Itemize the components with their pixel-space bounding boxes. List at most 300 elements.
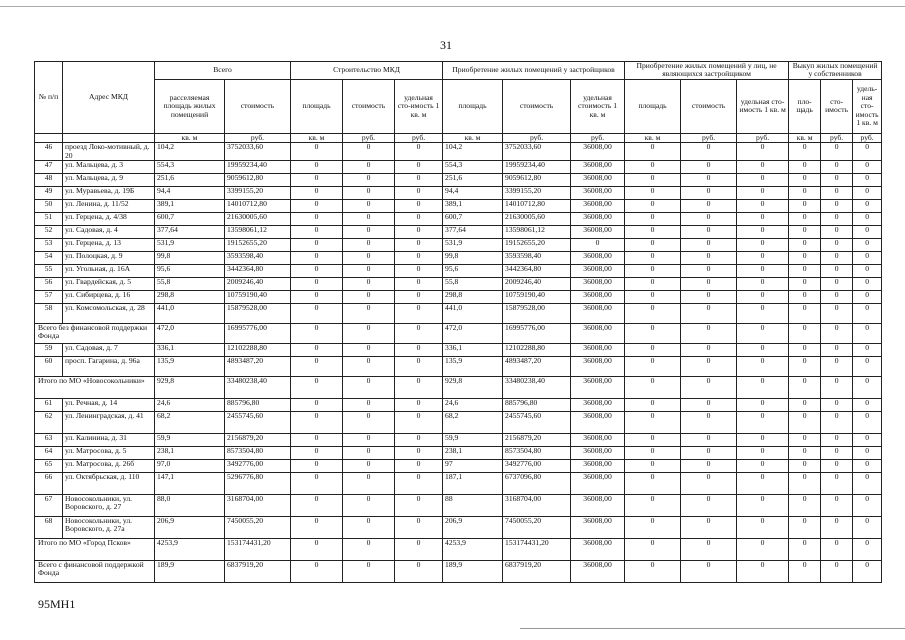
value-cell-b-cost: 0 [821,252,853,265]
value-cell-cost: 33480238,40 [225,377,291,399]
value-cell-o-unit: 0 [737,357,789,377]
value-cell-cost: 3492776,00 [225,460,291,473]
address-cell: ул. Гвардейская, д. 5 [63,278,155,291]
value-cell-area: 189,9 [155,561,225,583]
value-cell-c-cost: 0 [343,399,395,412]
row-number: 62 [35,412,63,434]
value-cell-b-area: 0 [789,161,821,174]
row-number: 49 [35,187,63,200]
value-cell-c-unit: 0 [395,344,443,357]
value-cell-b-area: 0 [789,377,821,399]
table-row [35,187,882,200]
summary-row [35,377,882,399]
value-cell-c-unit: 0 [395,447,443,460]
row-number: 51 [35,213,63,226]
col-construction-header: Строительство МКД [291,62,443,80]
row-number: 68 [35,517,63,539]
value-cell-b-unit: 0 [853,399,882,412]
value-cell-c-cost: 0 [343,161,395,174]
value-cell-d-area: 99,8 [443,252,503,265]
value-cell-b-unit: 0 [853,539,882,561]
value-cell-o-unit: 0 [737,324,789,344]
value-cell-b-area: 0 [789,357,821,377]
table-row [35,473,882,495]
value-cell-b-cost: 0 [821,473,853,495]
value-cell-o-area: 0 [625,324,681,344]
summary-label: Итого по МО «Город Псков» [35,539,155,561]
value-cell-o-unit: 0 [737,265,789,278]
value-cell-cost: 2455745,60 [225,412,291,434]
value-cell-b-cost: 0 [821,161,853,174]
value-cell-c-area: 0 [291,399,343,412]
value-cell-d-unit: 36008,00 [571,161,625,174]
value-cell-c-unit: 0 [395,561,443,583]
value-cell-c-unit: 0 [395,291,443,304]
value-cell-cost: 10759190,40 [225,291,291,304]
value-cell-o-cost: 0 [681,213,737,226]
value-cell-o-cost: 0 [681,278,737,291]
value-cell-b-area: 0 [789,252,821,265]
value-cell-area: 600,7 [155,213,225,226]
value-cell-cost: 3399155,20 [225,187,291,200]
value-cell-o-cost: 0 [681,187,737,200]
value-cell-cost: 153174431,20 [225,539,291,561]
value-cell-o-unit: 0 [737,278,789,291]
value-cell-d-cost: 14010712,80 [503,200,571,213]
value-cell-d-cost: 15879528,00 [503,304,571,324]
value-cell-cost: 3168704,00 [225,495,291,517]
value-cell-b-cost: 0 [821,324,853,344]
value-cell-b-unit: 0 [853,239,882,252]
value-cell-b-unit: 0 [853,200,882,213]
value-cell-o-unit: 0 [737,161,789,174]
value-cell-d-area: 68,2 [443,412,503,434]
address-cell: ул. Мальцева, д. 3 [63,161,155,174]
value-cell-b-area: 0 [789,473,821,495]
value-cell-c-area: 0 [291,239,343,252]
value-cell-b-area: 0 [789,434,821,447]
value-cell-d-unit: 36008,00 [571,304,625,324]
unit-cell: руб. [343,133,395,142]
address-cell: ул. Ленина, д. 11/52 [63,200,155,213]
value-cell-c-unit: 0 [395,226,443,239]
value-cell-o-cost: 0 [681,174,737,187]
address-cell: ул. Калинина, д. 31 [63,434,155,447]
value-cell-o-cost: 0 [681,344,737,357]
value-cell-o-cost: 0 [681,434,737,447]
value-cell-o-unit: 0 [737,291,789,304]
value-cell-cost: 12102288,80 [225,344,291,357]
value-cell-c-area: 0 [291,495,343,517]
value-cell-d-cost: 4893487,20 [503,357,571,377]
value-cell-d-cost: 2455745,60 [503,412,571,434]
address-cell: просп. Гагарина, д. 96а [63,357,155,377]
table-row [35,434,882,447]
value-cell-d-area: 24,6 [443,399,503,412]
value-cell-b-unit: 0 [853,187,882,200]
value-cell-b-cost: 0 [821,561,853,583]
value-cell-o-cost: 0 [681,252,737,265]
value-cell-o-area: 0 [625,161,681,174]
value-cell-d-unit: 36008,00 [571,412,625,434]
value-cell-b-cost: 0 [821,460,853,473]
unit-cell: кв. м [625,133,681,142]
value-cell-d-unit: 36008,00 [571,460,625,473]
value-cell-area: 389,1 [155,200,225,213]
value-cell-d-unit: 36008,00 [571,399,625,412]
value-cell-area: 97,0 [155,460,225,473]
value-cell-o-unit: 0 [737,539,789,561]
value-cell-d-area: 929,8 [443,377,503,399]
value-cell-o-cost: 0 [681,539,737,561]
col-purchase-other-header: Приобретение жилых помещений у лиц, не являющихся застройщиком [625,62,789,80]
address-cell: ул. Угольная, д. 16А [63,265,155,278]
value-cell-o-unit: 0 [737,434,789,447]
value-cell-c-cost: 0 [343,187,395,200]
row-number: 57 [35,291,63,304]
value-cell-area: 554,3 [155,161,225,174]
value-cell-b-area: 0 [789,291,821,304]
value-cell-d-area: 377,64 [443,226,503,239]
table-body [35,143,882,583]
page-number: 31 [440,38,452,52]
sub-unit-cost: удельная стоимость 1 кв. м [571,79,625,133]
summary-row [35,539,882,561]
value-cell-cost: 13598061,12 [225,226,291,239]
sub-cost: стоимость [225,79,291,133]
value-cell-c-area: 0 [291,473,343,495]
value-cell-c-cost: 0 [343,447,395,460]
value-cell-o-unit: 0 [737,252,789,265]
sub-unit-cost: удель-ная сто-имость 1 кв. м [853,79,882,133]
value-cell-d-area: 97 [443,460,503,473]
table-row [35,495,882,517]
value-cell-c-cost: 0 [343,278,395,291]
value-cell-d-area: 135,9 [443,357,503,377]
value-cell-d-area: 187,1 [443,473,503,495]
value-cell-d-cost: 10759190,40 [503,291,571,304]
value-cell-c-cost: 0 [343,517,395,539]
value-cell-c-unit: 0 [395,495,443,517]
value-cell-b-area: 0 [789,304,821,324]
value-cell-b-cost: 0 [821,291,853,304]
address-cell: Новосокольники, ул. Воровского, д. 27а [63,517,155,539]
value-cell-b-cost: 0 [821,200,853,213]
value-cell-area: 147,1 [155,473,225,495]
housing-table [34,61,882,583]
value-cell-o-area: 0 [625,265,681,278]
value-cell-d-unit: 36008,00 [571,213,625,226]
value-cell-b-area: 0 [789,344,821,357]
value-cell-d-area: 298,8 [443,291,503,304]
value-cell-c-area: 0 [291,200,343,213]
value-cell-b-area: 0 [789,278,821,291]
value-cell-d-area: 472,0 [443,324,503,344]
value-cell-cost: 9059612,80 [225,174,291,187]
value-cell-area: 135,9 [155,357,225,377]
header-row-1 [35,62,882,80]
value-cell-area: 929,8 [155,377,225,399]
footer-code: 95МН1 [38,597,76,611]
value-cell-c-unit: 0 [395,473,443,495]
value-cell-area: 99,8 [155,252,225,265]
value-cell-c-unit: 0 [395,399,443,412]
value-cell-d-unit: 36008,00 [571,226,625,239]
value-cell-area: 55,8 [155,278,225,291]
value-cell-o-area: 0 [625,226,681,239]
value-cell-d-unit: 36008,00 [571,447,625,460]
value-cell-c-area: 0 [291,561,343,583]
table-row [35,357,882,377]
value-cell-o-area: 0 [625,357,681,377]
value-cell-o-unit: 0 [737,174,789,187]
value-cell-b-unit: 0 [853,174,882,187]
value-cell-d-cost: 2156879,20 [503,434,571,447]
value-cell-c-cost: 0 [343,291,395,304]
table-row [35,226,882,239]
value-cell-o-cost: 0 [681,239,737,252]
value-cell-d-area: 94,4 [443,187,503,200]
value-cell-d-unit: 36008,00 [571,265,625,278]
unit-cell: руб. [853,133,882,142]
table-row [35,213,882,226]
value-cell-c-unit: 0 [395,174,443,187]
col-purchase-dev-header: Приобретение жилых помещений у застройщиков [443,62,625,80]
value-cell-d-unit: 36008,00 [571,357,625,377]
summary-label: Всего без финансовой поддержки Фонда [35,324,155,344]
value-cell-c-unit: 0 [395,239,443,252]
value-cell-c-unit: 0 [395,434,443,447]
value-cell-area: 238,1 [155,447,225,460]
value-cell-o-cost: 0 [681,143,737,161]
value-cell-area: 531,9 [155,239,225,252]
value-cell-b-cost: 0 [821,517,853,539]
value-cell-c-cost: 0 [343,213,395,226]
value-cell-c-unit: 0 [395,539,443,561]
value-cell-d-unit: 36008,00 [571,143,625,161]
table-row [35,239,882,252]
value-cell-b-unit: 0 [853,278,882,291]
value-cell-c-area: 0 [291,460,343,473]
value-cell-c-area: 0 [291,143,343,161]
value-cell-area: 441,0 [155,304,225,324]
address-cell: ул. Матросова, д. 26б [63,460,155,473]
address-cell: ул. Садовая, д. 4 [63,226,155,239]
value-cell-b-area: 0 [789,539,821,561]
value-cell-b-cost: 0 [821,344,853,357]
value-cell-d-area: 95,6 [443,265,503,278]
value-cell-c-cost: 0 [343,344,395,357]
value-cell-b-unit: 0 [853,460,882,473]
value-cell-d-unit: 36008,00 [571,473,625,495]
value-cell-c-cost: 0 [343,539,395,561]
header-row-2 [35,79,882,133]
value-cell-b-cost: 0 [821,278,853,291]
value-cell-c-area: 0 [291,517,343,539]
value-cell-area: 95,6 [155,265,225,278]
value-cell-c-unit: 0 [395,324,443,344]
sub-cost: стоимость [343,79,395,133]
table-row [35,517,882,539]
value-cell-b-unit: 0 [853,447,882,460]
table-row [35,161,882,174]
value-cell-b-cost: 0 [821,143,853,161]
summary-label: Итого по МО «Новосокольники» [35,377,155,399]
address-cell: ул. Ленинградская, д. 41 [63,412,155,434]
value-cell-cost: 4893487,20 [225,357,291,377]
value-cell-o-area: 0 [625,473,681,495]
value-cell-b-unit: 0 [853,304,882,324]
value-cell-o-unit: 0 [737,447,789,460]
sub-cost: сто-имость [821,79,853,133]
sub-area: площадь [625,79,681,133]
sub-area: площадь [443,79,503,133]
value-cell-d-cost: 12102288,80 [503,344,571,357]
table-row [35,460,882,473]
value-cell-d-unit: 36008,00 [571,174,625,187]
col-buyout-header: Выкуп жилых помещений у собственников [789,62,882,80]
scan-edge-line [0,6,905,7]
address-cell: проезд Локо-мотивный, д. 20 [63,143,155,161]
value-cell-d-cost: 21630005,60 [503,213,571,226]
table-row [35,291,882,304]
table-row [35,278,882,291]
address-cell: ул. Октябрьская, д. 110 [63,473,155,495]
value-cell-b-unit: 0 [853,434,882,447]
value-cell-c-area: 0 [291,265,343,278]
row-number: 60 [35,357,63,377]
row-number: 54 [35,252,63,265]
value-cell-b-cost: 0 [821,447,853,460]
table-row [35,304,882,324]
table-row [35,143,882,161]
value-cell-area: 104,2 [155,143,225,161]
table-row [35,412,882,434]
value-cell-b-area: 0 [789,265,821,278]
row-number: 52 [35,226,63,239]
value-cell-b-area: 0 [789,200,821,213]
value-cell-c-unit: 0 [395,460,443,473]
value-cell-c-cost: 0 [343,460,395,473]
value-cell-d-cost: 33480238,40 [503,377,571,399]
value-cell-d-unit: 36008,00 [571,252,625,265]
value-cell-o-area: 0 [625,447,681,460]
value-cell-d-area: 251,6 [443,174,503,187]
sub-cost: стоимость [503,79,571,133]
value-cell-d-cost: 19152655,20 [503,239,571,252]
value-cell-d-unit: 36008,00 [571,344,625,357]
unit-cell: руб. [681,133,737,142]
value-cell-cost: 3752033,60 [225,143,291,161]
value-cell-c-unit: 0 [395,517,443,539]
value-cell-b-area: 0 [789,561,821,583]
value-cell-c-cost: 0 [343,377,395,399]
value-cell-cost: 2009246,40 [225,278,291,291]
value-cell-b-area: 0 [789,213,821,226]
value-cell-c-area: 0 [291,187,343,200]
value-cell-o-cost: 0 [681,460,737,473]
value-cell-d-cost: 2009246,40 [503,278,571,291]
value-cell-c-area: 0 [291,412,343,434]
value-cell-area: 68,2 [155,412,225,434]
value-cell-b-cost: 0 [821,239,853,252]
value-cell-d-unit: 36008,00 [571,495,625,517]
sub-area: площадь [291,79,343,133]
value-cell-d-area: 600,7 [443,213,503,226]
value-cell-area: 472,0 [155,324,225,344]
value-cell-o-area: 0 [625,174,681,187]
value-cell-d-unit: 36008,00 [571,377,625,399]
value-cell-cost: 21630005,60 [225,213,291,226]
value-cell-o-area: 0 [625,434,681,447]
value-cell-o-cost: 0 [681,357,737,377]
value-cell-d-unit: 36008,00 [571,200,625,213]
value-cell-c-area: 0 [291,324,343,344]
value-cell-o-cost: 0 [681,291,737,304]
value-cell-area: 4253,9 [155,539,225,561]
address-cell: ул. Комсомольская, д. 28 [63,304,155,324]
value-cell-c-unit: 0 [395,412,443,434]
sub-area-resettled: расселяемая площадь жилых помещений [155,79,225,133]
table-row [35,200,882,213]
col-address-header: Адрес МКД [63,62,155,134]
value-cell-d-unit: 36008,00 [571,324,625,344]
table-row [35,174,882,187]
value-cell-area: 298,8 [155,291,225,304]
value-cell-c-cost: 0 [343,495,395,517]
value-cell-c-area: 0 [291,344,343,357]
value-cell-d-cost: 153174431,20 [503,539,571,561]
value-cell-o-unit: 0 [737,239,789,252]
value-cell-d-unit: 36008,00 [571,539,625,561]
value-cell-o-unit: 0 [737,473,789,495]
value-cell-c-cost: 0 [343,239,395,252]
unit-cell: руб. [737,133,789,142]
value-cell-area: 251,6 [155,174,225,187]
value-cell-d-unit: 36008,00 [571,278,625,291]
value-cell-d-unit: 36008,00 [571,291,625,304]
row-number: 58 [35,304,63,324]
col-num-header: № п/п [35,62,63,134]
value-cell-b-unit: 0 [853,265,882,278]
unit-cell: руб. [821,133,853,142]
value-cell-o-cost: 0 [681,399,737,412]
value-cell-c-cost: 0 [343,265,395,278]
value-cell-b-area: 0 [789,143,821,161]
row-number: 65 [35,460,63,473]
unit-cell: руб. [395,133,443,142]
value-cell-d-cost: 3399155,20 [503,187,571,200]
value-cell-d-area: 554,3 [443,161,503,174]
value-cell-o-area: 0 [625,539,681,561]
value-cell-d-unit: 36008,00 [571,561,625,583]
table-row [35,344,882,357]
value-cell-d-cost: 9059612,80 [503,174,571,187]
value-cell-o-unit: 0 [737,495,789,517]
value-cell-b-unit: 0 [853,412,882,434]
value-cell-o-area: 0 [625,412,681,434]
value-cell-b-cost: 0 [821,213,853,226]
value-cell-c-unit: 0 [395,377,443,399]
value-cell-d-area: 189,9 [443,561,503,583]
row-number: 55 [35,265,63,278]
summary-row [35,324,882,344]
value-cell-b-area: 0 [789,517,821,539]
scan-edge-line [520,628,905,629]
address-cell: ул. Сибирцева, д. 16 [63,291,155,304]
value-cell-c-unit: 0 [395,278,443,291]
value-cell-o-area: 0 [625,304,681,324]
